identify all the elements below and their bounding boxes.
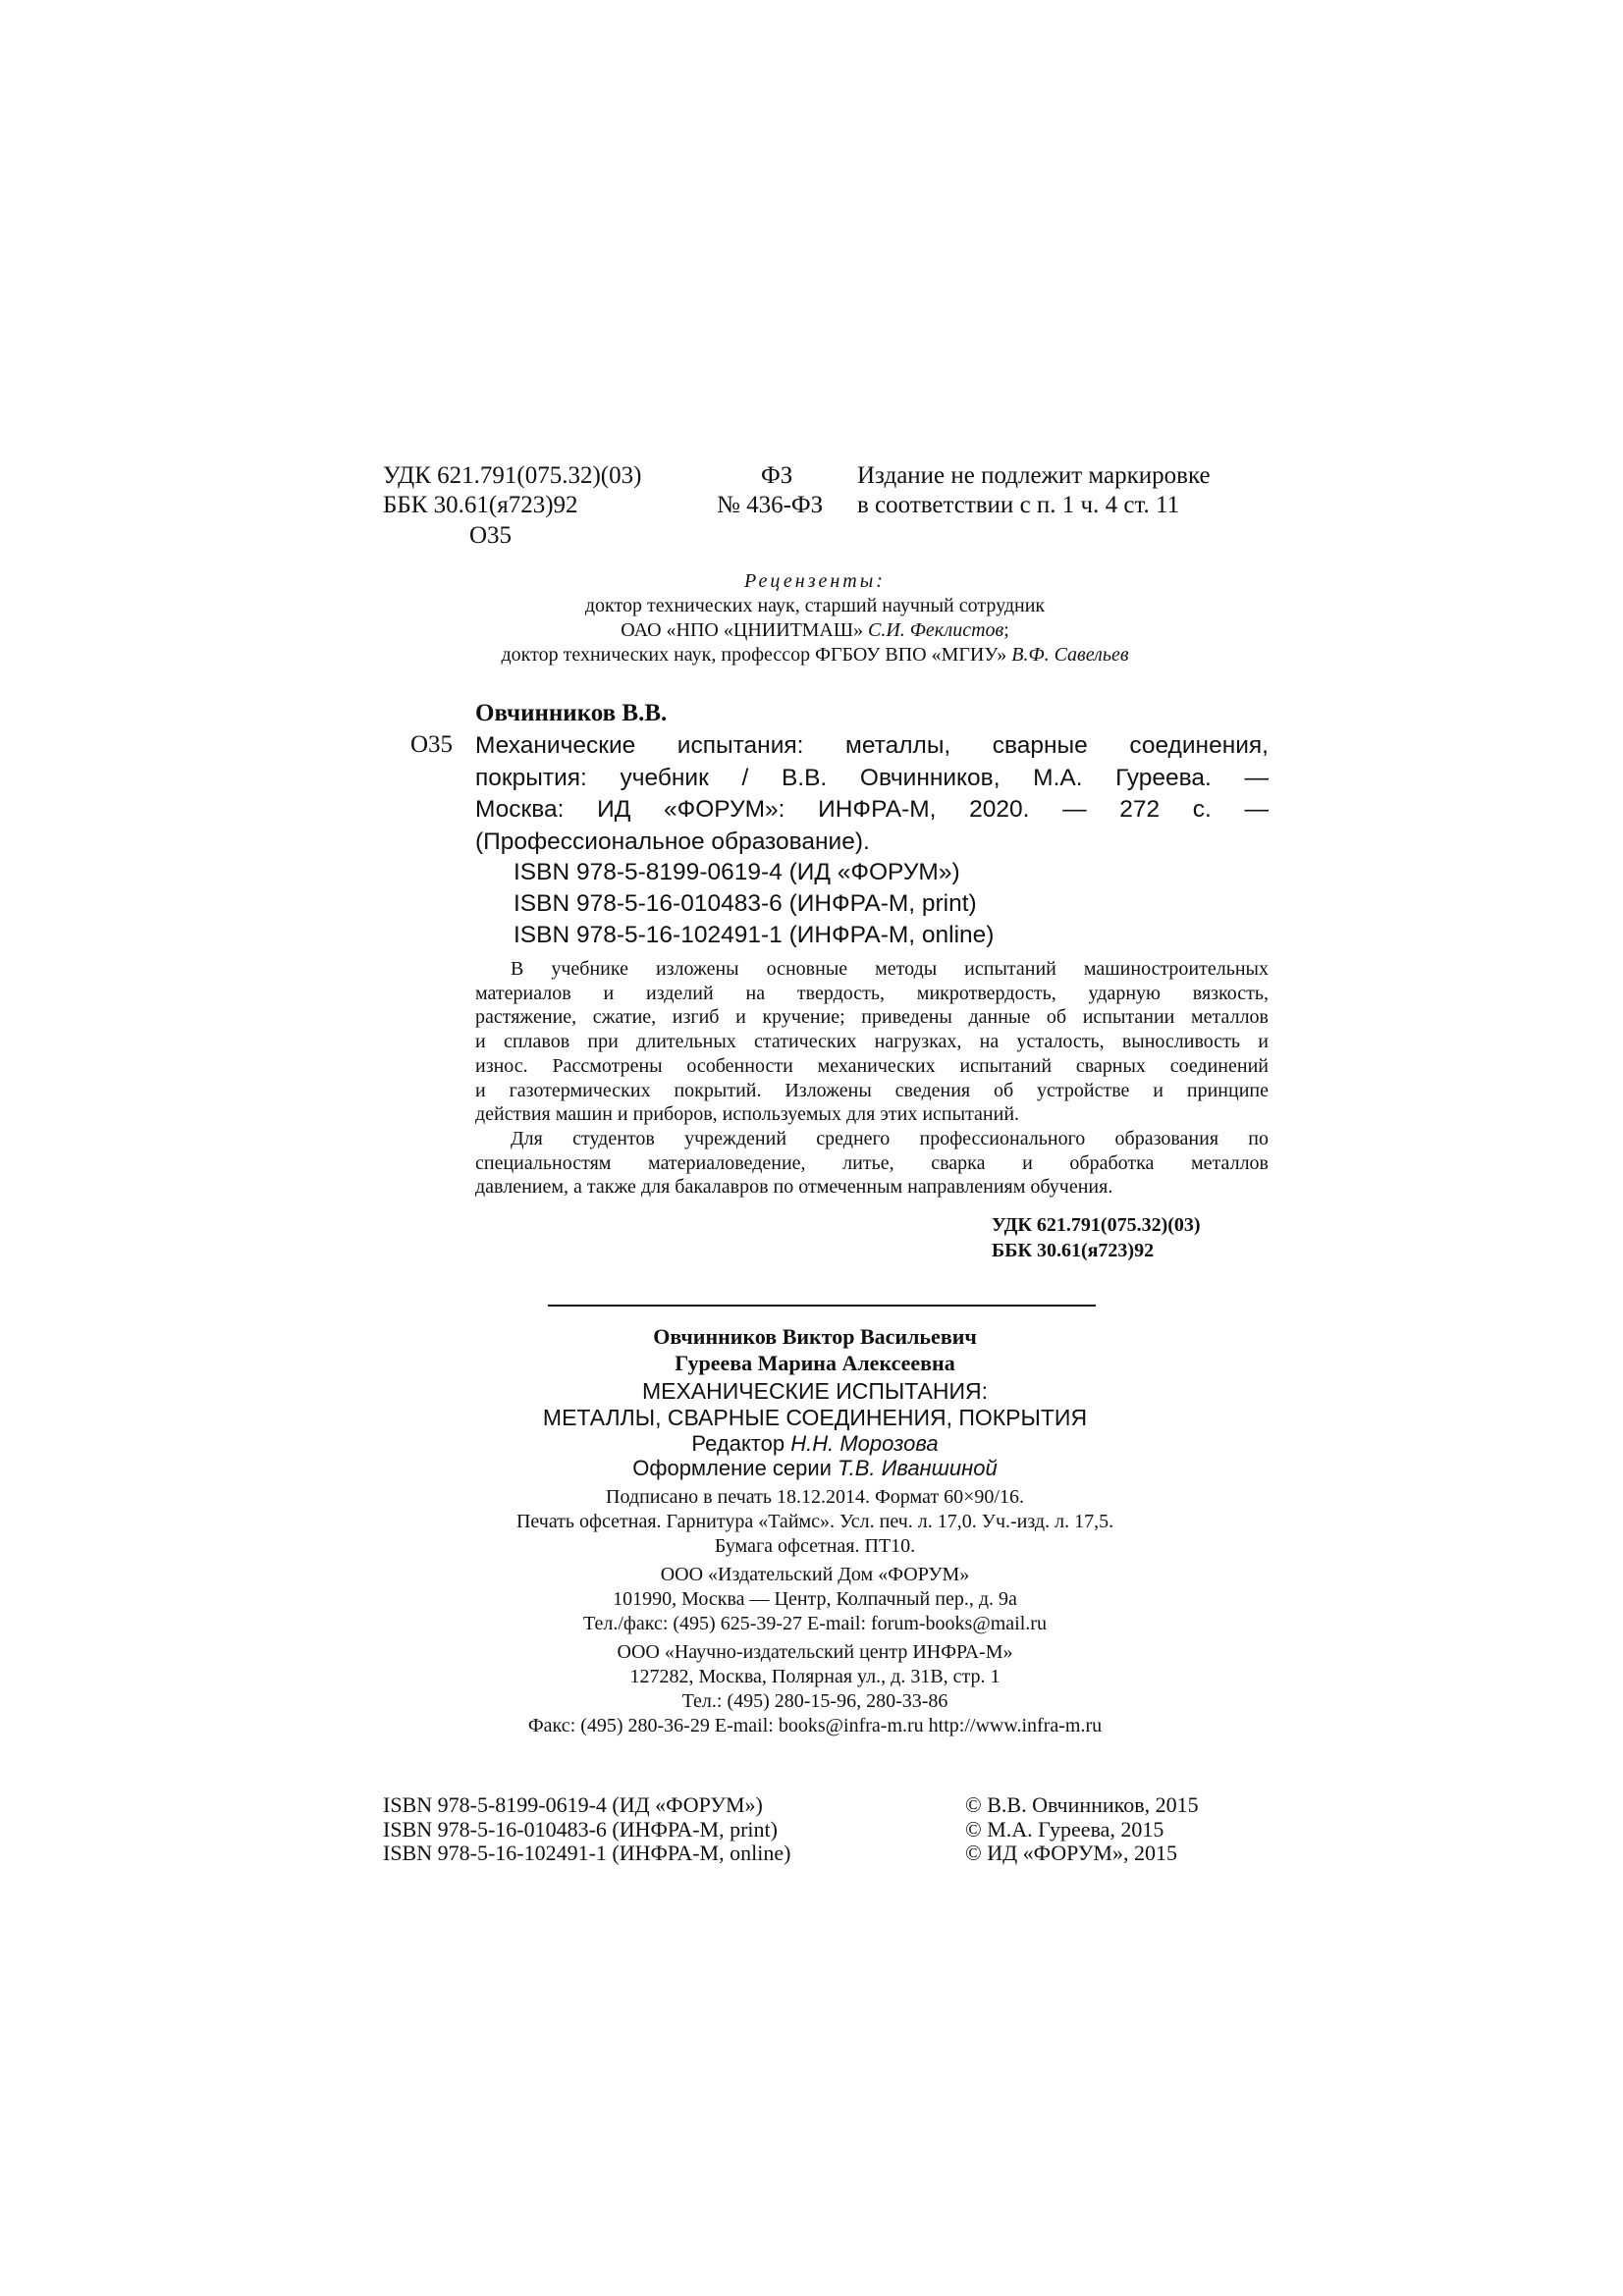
reviewer-name-1: С.И. Феклистов (868, 619, 1004, 641)
bib-isbn-1: ISBN 978-5-8199-0619-4 (ИД «ФОРУМ») (514, 859, 960, 885)
bib-author: Овчинников В.В. (475, 700, 668, 726)
imprint-design-label: Оформление серии (632, 1456, 832, 1480)
bottom-isbn-3: ISBN 978-5-16-102491-1 (ИНФРА-М, online) (383, 1841, 791, 1865)
bottom-isbn-list (383, 1793, 790, 1866)
imprint-publisher-1-name: ООО «Издательский Дом «ФОРУМ» (660, 1564, 970, 1585)
bib-isbn-3: ISBN 978-5-16-102491-1 (ИНФРА-М, online) (514, 922, 995, 948)
imprint-author-1: Овчинников Виктор Васильевич (653, 1324, 977, 1349)
annotation-line-8: Для студентов учреждений среднего профессионального образования по (511, 1127, 1269, 1149)
copyright-2: © М.А. Гуреева, 2015 (965, 1816, 1164, 1842)
reviewer-org-2: доктор технических наук, профессор ФГБОУ ВПО «МГИУ» (501, 644, 1007, 666)
reviewers-block (432, 569, 1198, 667)
reviewer-name-2: В.Ф. Савельев (1011, 644, 1129, 666)
imprint-design (383, 1456, 1247, 1481)
fz-number: № 436-ФЗ (717, 492, 824, 518)
imprint-print: Печать офсетная. Гарнитура «Таймс». Усл. печ. л. 17,0. Уч.-изд. л. 17,5. (515, 1511, 1114, 1532)
imprint-publisher-1-address: 101990, Москва — Центр, Колпачный пер., д. 9а (613, 1588, 1017, 1610)
bib-isbn-list (514, 857, 994, 951)
bottom-isbn-2: ISBN 978-5-16-010483-6 (ИНФРА-М, print) (383, 1816, 778, 1842)
bottom-isbn-1: ISBN 978-5-8199-0619-4 (ИД «ФОРУМ») (383, 1792, 763, 1817)
marking-notice-line2: в соответствии с п. 1 ч. 4 ст. 11 (857, 492, 1180, 518)
annotation-line-10: давлением, а также для бакалавров по отмеченным направлениям обучения. (475, 1176, 1113, 1199)
reviewer-org-1: ОАО «НПО «ЦНИИТМАШ» (621, 619, 863, 641)
marking-notice-line1: Издание не подлежит маркировке (857, 462, 1211, 489)
annotation-line-7: действия машин и приборов, используемых для этих испытаний. (475, 1103, 1020, 1126)
section-divider (548, 1305, 1096, 1307)
bib-desc-line-2: покрытия: учебник / В.В. Овчинников, М.А. Гуреева. — (475, 764, 1269, 791)
annotation-line-4: и сплавов при длительных статических нагрузках, на усталость, выносливость и (475, 1031, 1269, 1053)
annotation-line-6: и газотермических покрытий. Изложены сведения об устройстве и принципе (475, 1079, 1269, 1101)
annotation-line-5: износ. Рассмотрены особенности механических испытаний сварных соединений (475, 1054, 1269, 1077)
annotation-line-1: В учебнике изложены основные методы испытаний машиностроительных (511, 958, 1269, 980)
fz-label: ФЗ (761, 462, 793, 489)
annotation-bbk: ББК 30.61(я723)92 (992, 1240, 1155, 1261)
bib-sign: О35 (410, 731, 454, 758)
reviewer-line-3 (432, 643, 1198, 667)
imprint-publisher-2-tel: Тел.: (495) 280-15-96, 280-33-86 (681, 1690, 948, 1712)
bib-desc-line-3: Москва: ИД «ФОРУМ»: ИНФРА-М, 2020. — 272 с. — (475, 796, 1269, 823)
reviewer-line-2 (432, 618, 1198, 643)
imprint-editor (383, 1431, 1247, 1456)
udk-code: УДК 621.791(075.32)(03) (383, 462, 642, 489)
imprint-editor-label: Редактор (691, 1431, 785, 1456)
imprint-editor-name: Н.Н. Морозова (790, 1431, 939, 1456)
bib-desc-line-1: Механические испытания: металлы, сварные соединения, (475, 732, 1269, 759)
imprint-title-2: МЕТАЛЛЫ, СВАРНЫЕ СОЕДИНЕНИЯ, ПОКРЫТИЯ (542, 1405, 1088, 1430)
bib-isbn-2: ISBN 978-5-16-010483-6 (ИНФРА-М, print) (514, 890, 977, 917)
bbk-code: ББК 30.61(я723)92 (383, 492, 578, 518)
annotation-udk: УДК 621.791(075.32)(03) (992, 1214, 1201, 1236)
imprint-paper: Бумага офсетная. ПТ10. (714, 1535, 916, 1557)
reviewer-line-2-suffix: ; (1003, 619, 1009, 641)
imprint-block (383, 1323, 1247, 1738)
reviewers-heading: Рецензенты: (744, 570, 886, 592)
imprint-publisher-2-address: 127282, Москва, Полярная ул., д. 31В, стр. 1 (629, 1666, 1001, 1687)
imprint-author-2: Гуреева Марина Алексеевна (675, 1351, 955, 1375)
copyright-3: © ИД «ФОРУМ», 2015 (965, 1841, 1177, 1865)
imprint-title-1: МЕХАНИЧЕСКИЕ ИСПЫТАНИЯ: (641, 1378, 989, 1404)
imprint-design-name: Т.В. Иваншиной (838, 1456, 998, 1480)
annotation-line-3: растяжение, сжатие, изгиб и кручение; приведены данные об испытании металлов (475, 1006, 1269, 1029)
annotation (475, 957, 1269, 1200)
imprint-signed: Подписано в печать 18.12.2014. Формат 60×90/16. (606, 1486, 1024, 1508)
bib-description (475, 730, 1269, 858)
copyright-1: © В.В. Овчинников, 2015 (965, 1792, 1199, 1817)
imprint-publisher-1-contact: Тел./факс: (495) 625-39-27 E-mail: forum-books@mail.ru (583, 1613, 1047, 1634)
annotation-line-2: материалов и изделий на твердость, микротвердость, ударную вязкость, (475, 982, 1269, 1004)
author-sign: О35 (469, 522, 513, 549)
reviewer-line-1: доктор технических наук, старший научный сотрудник (584, 595, 1046, 616)
bib-desc-line-4: (Профессиональное образование). (475, 828, 870, 855)
imprint-publisher-2-contact: Факс: (495) 280-36-29 E-mail: books@infra-m.ru http://www.infra-m.ru (527, 1715, 1103, 1736)
annotation-line-9: специальностям материаловедение, литье, сварка и обработка металлов (475, 1151, 1269, 1174)
copyright-list (965, 1793, 1199, 1866)
imprint-publisher-2-name: ООО «Научно-издательский центр ИНФРА-М» (617, 1641, 1013, 1663)
